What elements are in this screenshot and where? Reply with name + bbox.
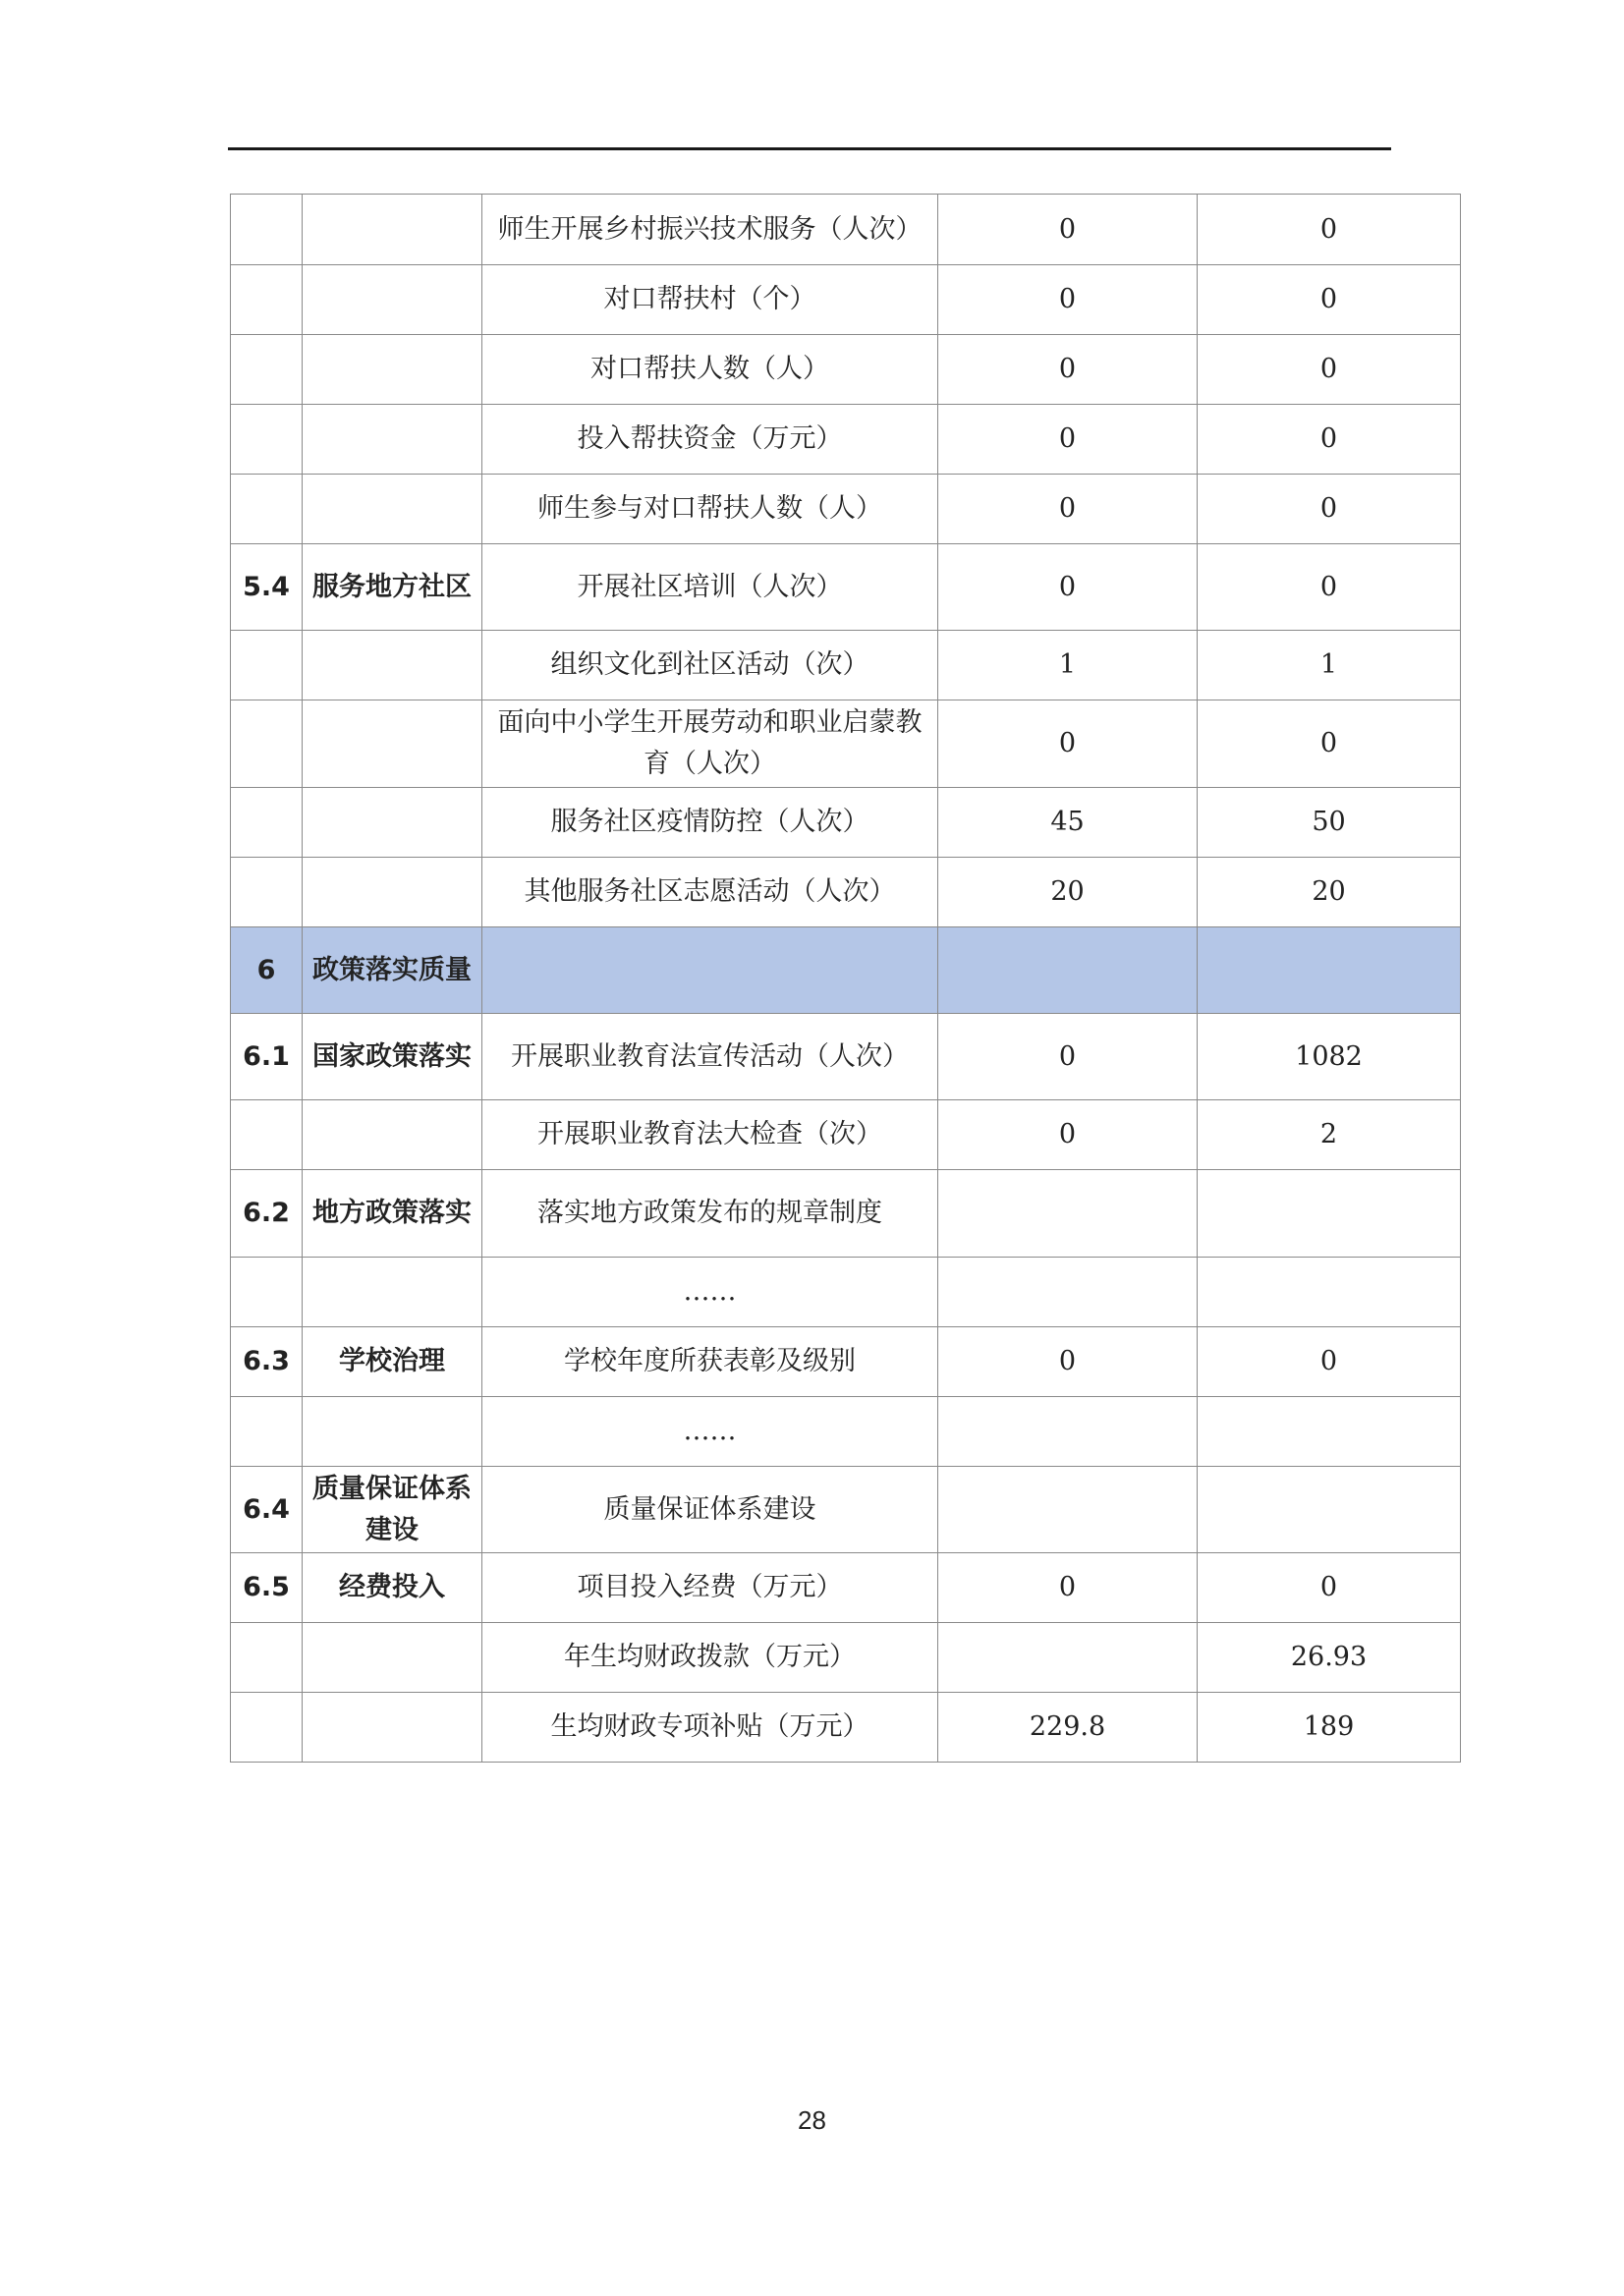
row-value-2: 0 — [1198, 195, 1461, 265]
table-row — [231, 1623, 1461, 1693]
table-row — [231, 405, 1461, 475]
row-number — [231, 405, 303, 475]
row-value-1: 0 — [938, 1327, 1198, 1397]
row-number: 6.5 — [231, 1553, 303, 1623]
row-value-1: 229.8 — [938, 1693, 1198, 1763]
row-category: 服务地方社区 — [303, 544, 482, 631]
row-number: 5.4 — [231, 544, 303, 631]
row-number — [231, 335, 303, 405]
row-number: 6.3 — [231, 1327, 303, 1397]
row-item: 年生均财政拨款（万元） — [482, 1623, 938, 1693]
row-category: 地方政策落实 — [303, 1170, 482, 1258]
row-category — [303, 1623, 482, 1693]
row-number — [231, 195, 303, 265]
row-value-2: 50 — [1198, 788, 1461, 858]
row-value-1 — [938, 1258, 1198, 1327]
row-item: 服务社区疫情防控（人次） — [482, 788, 938, 858]
table-row — [231, 1170, 1461, 1258]
row-item: 对口帮扶人数（人） — [482, 335, 938, 405]
row-category — [303, 265, 482, 335]
row-item: 对口帮扶村（个） — [482, 265, 938, 335]
row-value-1: 1 — [938, 631, 1198, 700]
row-value-1: 0 — [938, 1553, 1198, 1623]
row-value-2 — [1198, 1258, 1461, 1327]
row-value-1: 0 — [938, 405, 1198, 475]
row-value-2: 0 — [1198, 475, 1461, 544]
row-item: 其他服务社区志愿活动（人次） — [482, 858, 938, 927]
row-item: 落实地方政策发布的规章制度 — [482, 1170, 938, 1258]
row-number — [231, 475, 303, 544]
row-value-2: 1082 — [1198, 1014, 1461, 1100]
row-value-1: 0 — [938, 475, 1198, 544]
table-row — [231, 1467, 1461, 1553]
row-value-1: 20 — [938, 858, 1198, 927]
row-number — [231, 1258, 303, 1327]
table-row — [231, 195, 1461, 265]
row-value-2 — [1198, 927, 1461, 1014]
row-category — [303, 475, 482, 544]
table-row — [231, 544, 1461, 631]
row-value-1: 0 — [938, 265, 1198, 335]
row-number — [231, 1397, 303, 1467]
section-row — [231, 927, 1461, 1014]
section-number: 6 — [231, 927, 303, 1014]
header-rule — [228, 147, 1391, 150]
row-category — [303, 631, 482, 700]
table-row — [231, 1553, 1461, 1623]
row-number — [231, 700, 303, 788]
row-item: 师生参与对口帮扶人数（人） — [482, 475, 938, 544]
row-item: 生均财政专项补贴（万元） — [482, 1693, 938, 1763]
row-value-1: 45 — [938, 788, 1198, 858]
row-value-1 — [938, 1467, 1198, 1553]
row-category — [303, 405, 482, 475]
row-value-2 — [1198, 1170, 1461, 1258]
row-value-2: 2 — [1198, 1100, 1461, 1170]
row-value-1: 0 — [938, 195, 1198, 265]
row-category — [303, 788, 482, 858]
row-value-1: 0 — [938, 700, 1198, 788]
row-item: 项目投入经费（万元） — [482, 1553, 938, 1623]
row-number — [231, 1100, 303, 1170]
table-row — [231, 858, 1461, 927]
row-number: 6.2 — [231, 1170, 303, 1258]
row-item: 开展职业教育法宣传活动（人次） — [482, 1014, 938, 1100]
row-category: 学校治理 — [303, 1327, 482, 1397]
row-number — [231, 1623, 303, 1693]
row-category: 国家政策落实 — [303, 1014, 482, 1100]
row-category — [303, 1258, 482, 1327]
row-item: 面向中小学生开展劳动和职业启蒙教育（人次） — [482, 700, 938, 788]
row-number — [231, 265, 303, 335]
row-value-1: 0 — [938, 1100, 1198, 1170]
row-value-2: 0 — [1198, 1327, 1461, 1397]
row-item: 质量保证体系建设 — [482, 1467, 938, 1553]
row-item: 开展社区培训（人次） — [482, 544, 938, 631]
table-row — [231, 631, 1461, 700]
row-value-1 — [938, 927, 1198, 1014]
row-item: 组织文化到社区活动（次） — [482, 631, 938, 700]
table-row — [231, 1014, 1461, 1100]
row-category — [303, 858, 482, 927]
row-number — [231, 858, 303, 927]
row-category — [303, 195, 482, 265]
table-row — [231, 1693, 1461, 1763]
table-row — [231, 1100, 1461, 1170]
row-value-1 — [938, 1397, 1198, 1467]
row-value-2: 20 — [1198, 858, 1461, 927]
row-value-2: 0 — [1198, 335, 1461, 405]
indicator-table — [230, 194, 1461, 1763]
section-title: 政策落实质量 — [303, 927, 482, 1014]
table-row — [231, 475, 1461, 544]
row-value-2: 0 — [1198, 544, 1461, 631]
page-number: 28 — [798, 2105, 826, 2135]
table-row — [231, 700, 1461, 788]
row-value-1 — [938, 1170, 1198, 1258]
row-category — [303, 1397, 482, 1467]
row-category — [303, 1100, 482, 1170]
row-value-1: 0 — [938, 1014, 1198, 1100]
row-value-2: 0 — [1198, 405, 1461, 475]
row-item: 师生开展乡村振兴技术服务（人次） — [482, 195, 938, 265]
row-item: 开展职业教育法大检查（次） — [482, 1100, 938, 1170]
row-item: 投入帮扶资金（万元） — [482, 405, 938, 475]
row-value-2: 0 — [1198, 700, 1461, 788]
row-value-1: 0 — [938, 335, 1198, 405]
table-row — [231, 1397, 1461, 1467]
row-item: 学校年度所获表彰及级别 — [482, 1327, 938, 1397]
table-row — [231, 1327, 1461, 1397]
row-value-2 — [1198, 1397, 1461, 1467]
row-number — [231, 1693, 303, 1763]
row-value-2: 189 — [1198, 1693, 1461, 1763]
row-category: 质量保证体系建设 — [303, 1467, 482, 1553]
row-category — [303, 700, 482, 788]
row-item — [482, 927, 938, 1014]
table-row — [231, 335, 1461, 405]
row-category — [303, 1693, 482, 1763]
row-value-1: 0 — [938, 544, 1198, 631]
row-number: 6.1 — [231, 1014, 303, 1100]
row-item: …… — [482, 1397, 938, 1467]
row-value-1 — [938, 1623, 1198, 1693]
row-number — [231, 788, 303, 858]
table-row — [231, 265, 1461, 335]
table-row — [231, 788, 1461, 858]
row-item: …… — [482, 1258, 938, 1327]
row-value-2: 0 — [1198, 265, 1461, 335]
row-category: 经费投入 — [303, 1553, 482, 1623]
table-row — [231, 1258, 1461, 1327]
row-category — [303, 335, 482, 405]
row-number — [231, 631, 303, 700]
row-value-2 — [1198, 1467, 1461, 1553]
row-number: 6.4 — [231, 1467, 303, 1553]
row-value-2: 1 — [1198, 631, 1461, 700]
row-value-2: 0 — [1198, 1553, 1461, 1623]
row-value-2: 26.93 — [1198, 1623, 1461, 1693]
